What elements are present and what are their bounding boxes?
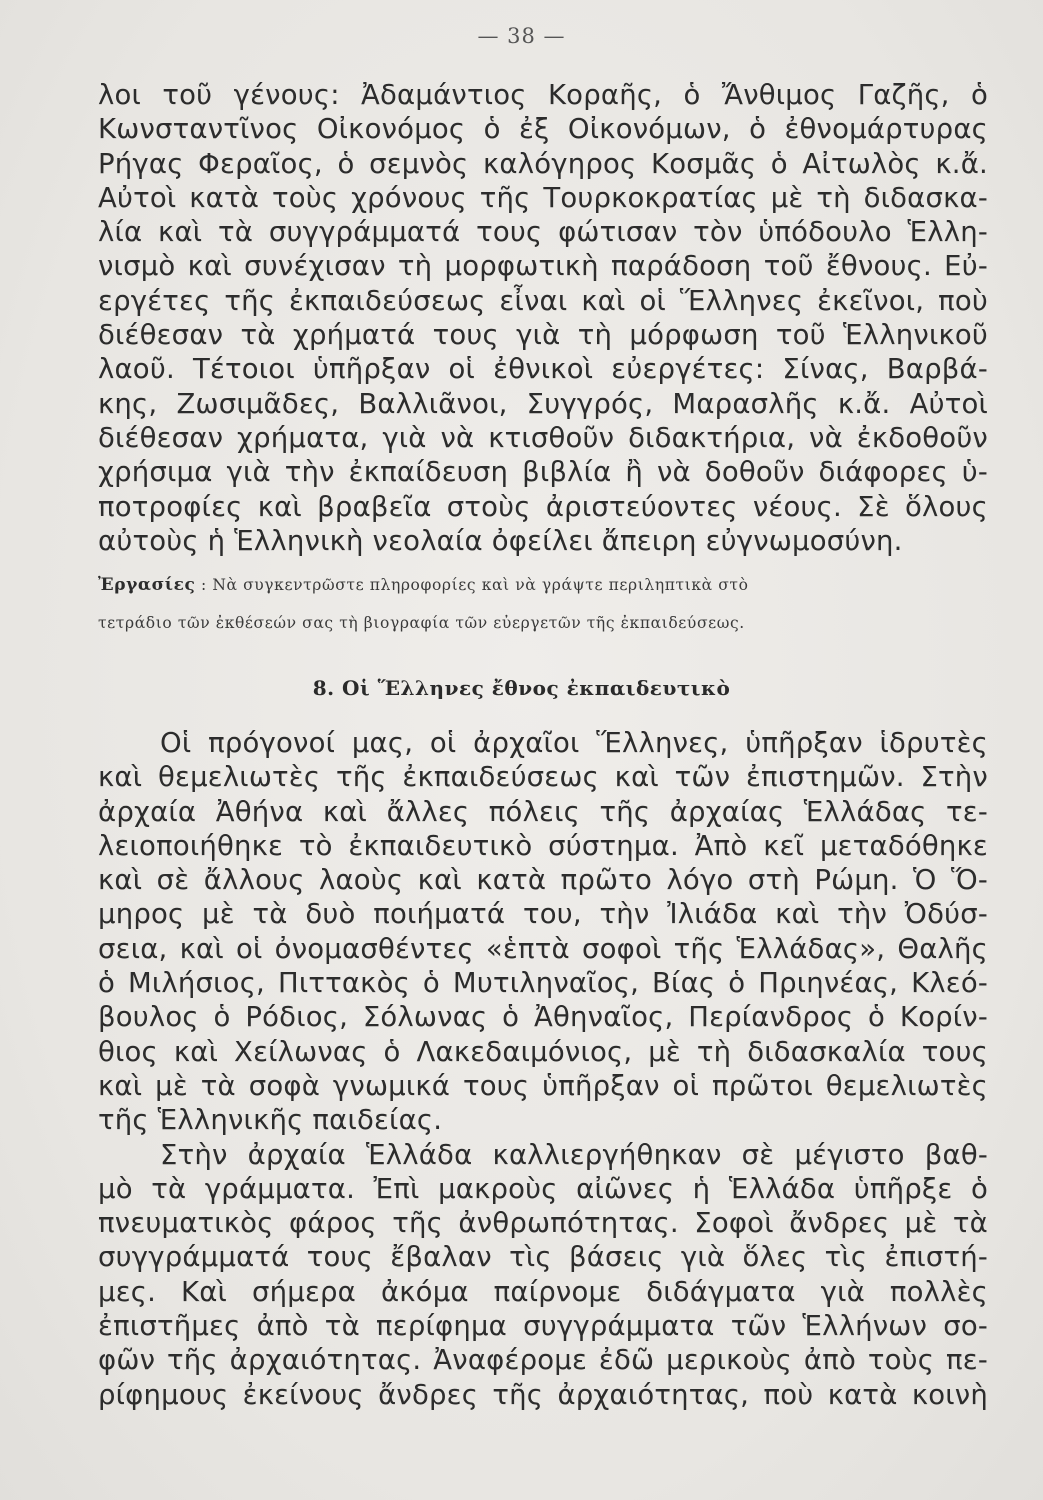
text-line: καὶ θεμελιωτὲς τῆς ἐκπαιδεύσεως καὶ τῶν ἐπιστημῶν. Στὴν	[98, 761, 988, 794]
text-line: μες. Καὶ σήμερα ἀκόμα παίρνομε διδάγματα γιὰ πολλὲς	[98, 1275, 988, 1308]
text-line: τῆς Ἑλληνικῆς παιδείας.	[98, 1104, 443, 1137]
text-line: λειοποιήθηκε τὸ ἐκπαιδευτικὸ σύστημα. Ἀπὸ κεῖ μεταδόθηκε	[98, 829, 988, 862]
text-line: χρήσιμα γιὰ τὴν ἐκπαίδευση βιβλία ἢ νὰ δοθοῦν διάφορες ὑ-	[98, 456, 988, 489]
text-line: διέθεσαν τὰ χρήματά τους γιὰ τὴ μόρφωση τοῦ Ἑλληνικοῦ	[98, 319, 988, 352]
page-number: — 38 —	[477, 24, 566, 48]
text-line: φῶν τῆς ἀρχαιότητας. Ἀναφέρομε ἐδῶ μερικοὺς ἀπὸ τοὺς πε-	[98, 1344, 988, 1377]
text-line: ἀρχαία Ἀθήνα καὶ ἄλλες πόλεις τῆς ἀρχαίας Ἑλλάδας τε-	[98, 795, 988, 828]
text-line: Ρήγας Φεραῖος, ὁ σεμνὸς καλόγηρος Κοσμᾶς ὁ Αἰτωλὸς κ.ἄ.	[98, 147, 988, 180]
text-line: καὶ σὲ ἄλλους λαοὺς καὶ κατὰ πρῶτο λόγο στὴ Ρώμη. Ὁ Ὅ-	[98, 864, 988, 897]
text-line: σεια, καὶ οἱ ὀνομασθέντες «ἑπτὰ σοφοὶ τῆς Ἑλλάδας», Θαλῆς	[98, 932, 988, 965]
paragraph-1	[98, 78, 988, 558]
text-line: Οἱ πρόγονοί μας, οἱ ἀρχαῖοι Ἕλληνες, ὑπῆρξαν ἱδρυτὲς	[160, 727, 988, 759]
text-line: πνευματικὸς φάρος τῆς ἀνθρωπότητας. Σοφοὶ ἄνδρες μὲ τὰ	[98, 1207, 988, 1240]
text-line: αὐτοὺς ἡ Ἑλληνικὴ νεολαία ὀφείλει ἄπειρη εὐγνωμοσύνη.	[98, 524, 903, 557]
exercise-note	[98, 566, 988, 642]
exercise-line	[98, 566, 988, 604]
text-line: ποτροφίες καὶ βραβεῖα στοὺς ἀριστεύοντες νέους. Σὲ ὅλους	[98, 490, 988, 523]
exercise-label: Ἐργασίες	[98, 575, 196, 595]
text-line: Στὴν ἀρχαία Ἑλλάδα καλλιεργήθηκαν σὲ μέγιστο βαθ-	[160, 1138, 988, 1171]
section-heading: 8. Οἱ Ἕλληνες ἔθνος ἐκπαιδευτικὸ	[312, 676, 731, 700]
text-line: ἐπιστῆμες ἀπὸ τὰ περίφημα συγγράμματα τῶν Ἑλλήνων σο-	[98, 1310, 988, 1343]
exercise-text: : Νὰ συγκεντρῶστε πληροφορίες καὶ νὰ γράψτε περιληπτικὰ στὸ	[201, 576, 749, 594]
text-line: λαοῦ. Τέτοιοι ὑπῆρξαν οἱ ἐθνικοὶ εὐεργέτες: Σίνας, Βαρβά-	[98, 353, 988, 386]
text-line: εργέτες τῆς ἐκπαιδεύσεως εἶναι καὶ οἱ Ἕλληνες ἐκεῖνοι, ποὺ	[98, 284, 988, 317]
text-line: ρίφημους ἐκείνους ἄνδρες τῆς ἀρχαιότητας, ποὺ κατὰ κοινὴ	[98, 1378, 988, 1411]
text-line: κης, Ζωσιμᾶδες, Βαλλιᾶνοι, Συγγρός, Μαρασλῆς κ.ἄ. Αὐτοὶ	[98, 387, 988, 420]
text-line: νισμὸ καὶ συνέχισαν τὴ μορφωτικὴ παράδοση τοῦ ἔθνους. Εὐ-	[98, 250, 988, 283]
text-line: Αὐτοὶ κατὰ τοὺς χρόνους τῆς Τουρκοκρατίας μὲ τὴ διδασκα-	[98, 181, 988, 214]
text-line: λία καὶ τὰ συγγράμματά τους φώτισαν τὸν ὑπόδουλο Ἑλλη-	[98, 216, 988, 249]
text-line: διέθεσαν χρήματα, γιὰ νὰ κτισθοῦν διδακτήρια, νὰ ἐκδοθοῦν	[98, 421, 988, 454]
text-line: θιος καὶ Χείλωνας ὁ Λακεδαιμόνιος, μὲ τὴ διδασκαλία τους	[98, 1035, 988, 1068]
text-line: βουλος ὁ Ρόδιος, Σόλωνας ὁ Ἀθηναῖος, Περίανδρος ὁ Κορίν-	[98, 1001, 988, 1034]
text-line: Κωνσταντῖνος Οἰκονόμος ὁ ἐξ Οἰκονόμων, ὁ ἐθνομάρτυρας	[98, 113, 988, 146]
text-line: καὶ μὲ τὰ σοφὰ γνωμικά τους ὑπῆρξαν οἱ πρῶτοι θεμελιωτὲς	[98, 1069, 988, 1102]
text-line: ὁ Μιλήσιος, Πιττακὸς ὁ Μυτιληναῖος, Βίας ὁ Πριηνέας, Κλεό-	[98, 967, 988, 1000]
text-line: μὸ τὰ γράμματα. Ἐπὶ μακροὺς αἰῶνες ἡ Ἑλλάδα ὑπῆρξε ὁ	[98, 1172, 988, 1205]
text-line: μηρος μὲ τὰ δυὸ ποιήματά του, τὴν Ἰλιάδα καὶ τὴν Ὀδύσ-	[98, 898, 988, 931]
text-line: λοι τοῦ γένους: Ἀδαμάντιος Κοραῆς, ὁ Ἄνθιμος Γαζῆς, ὁ	[98, 79, 988, 111]
paragraph-2	[98, 726, 988, 1412]
text-line: συγγράμματά τους ἔβαλαν τὶς βάσεις γιὰ ὅλες τὶς ἐπιστή-	[98, 1241, 988, 1274]
exercise-line: τετράδιο τῶν ἐκθέσεών σας τὴ βιογραφία τῶν εὐεργετῶν τῆς ἐκπαιδεύσεως.	[98, 614, 745, 632]
